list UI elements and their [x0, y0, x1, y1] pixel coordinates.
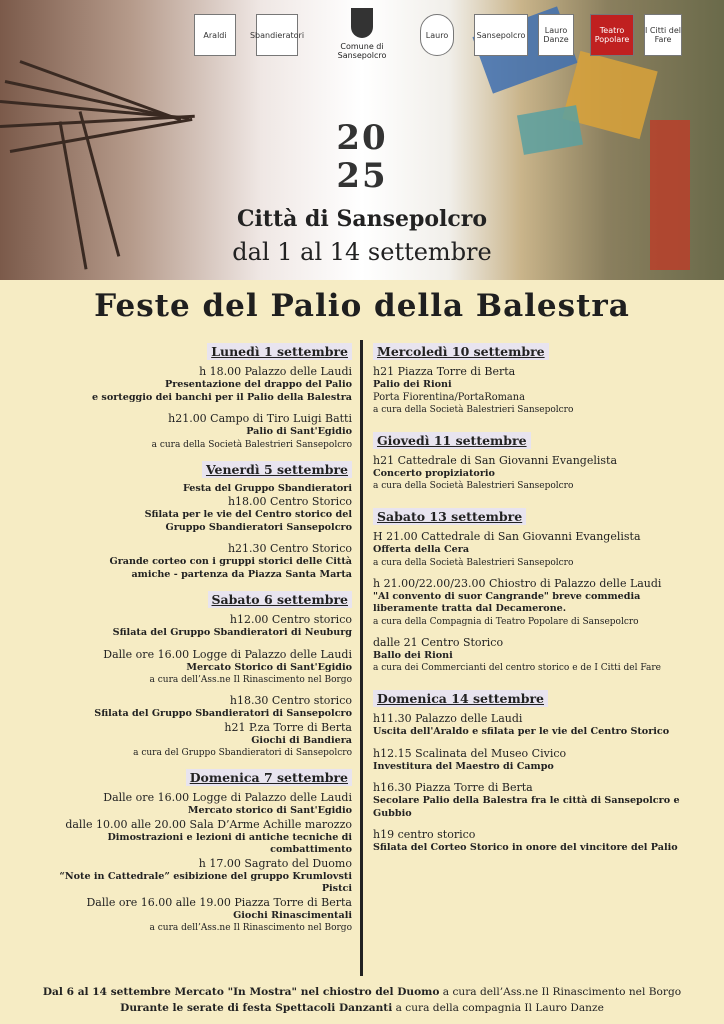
event-title: Palio di Sant'Egidio [246, 426, 352, 437]
event-title: Giochi Rinascimentali [233, 909, 352, 921]
logo-araldi: Araldi [194, 14, 236, 56]
spacer [373, 820, 703, 828]
day-heading: Domenica 7 settembre [186, 769, 352, 786]
event-title: Investitura del Maestro di Campo [373, 760, 554, 772]
schedule-day [40, 767, 352, 934]
event-organizer: a cura dei Commercianti del centro storico e de I Citti del Fare [373, 663, 661, 673]
city-name: Città di Sansepolcro [236, 206, 488, 232]
event-organizer: a cura della Società Balestrieri Sansepolcro [151, 439, 352, 450]
event-title: Mercato Storico di Sant'Egidio [186, 661, 352, 673]
schedule-day [373, 688, 703, 855]
event-title: Presentazione del drappo del Palio [165, 379, 352, 390]
event-title: Dimostrazioni e lezioni di antiche tecniche di combattimento [107, 831, 352, 855]
footer-line-2: Durante le serate di festa Spettacoli Danzanti a cura della compagnia Il Lauro Danze [120, 1002, 604, 1014]
logo-lauro: Lauro [420, 14, 454, 56]
event-title: Secolare Palio della Balestra fra le città di Sansepolcro e Gubbio [373, 795, 680, 819]
spacer [40, 534, 352, 542]
logo-sbandieratori: Sbandieratori [256, 14, 298, 56]
spacer [40, 686, 352, 694]
event-organizer: a cura dell’Ass.ne Il Rinascimento nel Borgo [149, 923, 352, 933]
event-time-place: h 18.00 Palazzo delle Laudi [199, 365, 352, 378]
flag-decoration [517, 105, 583, 155]
event-title: Offerta della Cera [373, 544, 470, 555]
logo-teatro-popolare: Teatro Popolare [590, 14, 634, 56]
spacer [373, 569, 703, 577]
day-heading: Mercoledì 10 settembre [373, 343, 549, 360]
header-photo-banner [0, 0, 724, 280]
day-heading: Giovedì 11 settembre [373, 432, 531, 449]
event-time-place: h18.30 Centro storico [229, 694, 352, 707]
festival-dates: dal 1 al 14 settembre [232, 238, 492, 266]
event-title: Giochi di Bandiera [251, 734, 352, 746]
event-time-place: h19 centro storico [373, 828, 476, 841]
event-time-place: h21 P.za Torre di Berta [224, 720, 352, 734]
event-time-place: h21.00 Campo di Tiro Luigi Batti [168, 412, 352, 425]
event-time-place: h 21.00/22.00/23.00 Chiostro di Palazzo delle Laudi [373, 576, 662, 590]
spacer [373, 739, 703, 747]
event-organizer: a cura della Società Balestrieri Sansepolcro [373, 481, 574, 491]
logo-lauro-danze: Lauro Danze [538, 14, 574, 56]
event-time-place: Dalle ore 16.00 Logge di Palazzo delle Laudi [103, 647, 352, 661]
event-title: Ballo dei Rioni [373, 649, 453, 661]
event-title: Festa del Gruppo Sbandieratori [182, 482, 352, 494]
event-time-place: h12.15 Scalinata del Museo Civico [373, 746, 567, 760]
event-title: Sfilata per le vie del Centro storico del [144, 509, 352, 520]
spacer [373, 773, 703, 781]
logo-citti-del-fare: I Citti del Fare [644, 14, 682, 56]
event-time-place: h16.30 Piazza Torre di Berta [373, 781, 533, 794]
column-divider [360, 340, 363, 976]
spacer [40, 404, 352, 412]
event-title: amiche - partenza da Piazza Santa Marta [131, 568, 352, 580]
schedule-day [373, 506, 703, 674]
event-organizer: a cura del Gruppo Sbandieratori di Sansepolcro [133, 748, 352, 758]
event-title: Concerto propiziatorio [373, 467, 495, 479]
year-bottom: 25 [336, 156, 388, 196]
event-time-place: h21.30 Centro Storico [227, 542, 352, 555]
schedule-left-column [40, 341, 352, 934]
event-time-place: H 21.00 Cattedrale di San Giovanni Evangelista [373, 530, 641, 543]
day-heading: Venerdì 5 settembre [202, 461, 352, 478]
crest-icon [351, 8, 373, 38]
schedule-day [373, 430, 703, 493]
event-time-place: h21 Cattedrale di San Giovanni Evangelista [373, 453, 617, 467]
event-title: Sfilata del Corteo Storico in onore del vincitore del Palio [373, 842, 678, 853]
event-organizer: Porta Fiorentina/PortaRomana [373, 391, 525, 403]
spacer [373, 628, 703, 636]
event-title: e sorteggio dei banchi per il Palio della Balestra [91, 391, 352, 403]
logo-sansepolcro: Sansepolcro [474, 14, 528, 56]
event-time-place: Dalle ore 16.00 alle 19.00 Piazza Torre di Berta [86, 895, 352, 909]
schedule-day [40, 589, 352, 759]
day-heading: Domenica 14 settembre [373, 690, 548, 707]
event-title: Sfilata del Gruppo Sbandieratori di Neuburg [112, 627, 352, 638]
spacer [40, 640, 352, 648]
schedule-day [40, 459, 352, 582]
event-title: Uscita dell'Araldo e sfilata per le vie del Centro Storico [373, 726, 670, 737]
event-title: “Note in Cattedrale” esibizione del gruppo Krumlovsti Pistci [59, 870, 352, 894]
day-heading: Sabato 13 settembre [373, 508, 526, 525]
comune-logo: Comune di Sansepolcro [336, 8, 388, 60]
schedule-right-column [373, 341, 703, 855]
event-title: Palio dei Rioni [373, 379, 452, 390]
event-time-place: h 17.00 Sagrato del Duomo [198, 856, 352, 870]
page-title: Feste del Palio della Balestra [94, 288, 630, 324]
event-organizer: a cura della Compagnia di Teatro Popolare di Sansepolcro [373, 616, 639, 627]
year-top: 20 [336, 118, 388, 158]
event-time-place: h11.30 Palazzo delle Laudi [373, 712, 523, 725]
event-title: liberamente tratta dal Decamerone. [373, 603, 567, 614]
event-organizer: a cura dell’Ass.ne Il Rinascimento nel Borgo [149, 675, 352, 685]
schedule-day [373, 341, 703, 416]
event-time-place: h12.00 Centro storico [229, 613, 352, 626]
event-time-place: dalle 21 Centro Storico [373, 635, 504, 649]
event-title: "Al convento di suor Cangrande" breve commedia [373, 590, 641, 602]
event-title: Gruppo Sbandieratori Sansepolcro [165, 521, 352, 533]
event-time-place: h21 Piazza Torre di Berta [373, 365, 516, 378]
event-organizer: a cura della Società Balestrieri Sansepolcro [373, 557, 574, 568]
day-heading: Sabato 6 settembre [208, 591, 352, 608]
footer-notes [0, 984, 724, 1016]
event-title: Grande corteo con i gruppi storici delle Città [109, 556, 352, 567]
event-time-place: h18.00 Centro Storico [227, 495, 352, 508]
event-title: Mercato storico di Sant'Egidio [187, 805, 352, 816]
day-heading: Lunedì 1 settembre [207, 343, 352, 360]
event-time-place: Dalle ore 16.00 Logge di Palazzo delle Laudi [103, 791, 352, 804]
event-time-place: dalle 10.00 alle 20.00 Sala D’Arme Achille marozzo [65, 817, 352, 831]
footer-line-1: Dal 6 al 14 settembre Mercato "In Mostra" nel chiostro del Duomo a cura dell’Ass.ne Il Rinascimento nel Borgo [42, 986, 682, 998]
event-title: Sfilata del Gruppo Sbandieratori di Sansepolcro [94, 708, 352, 719]
schedule-day [40, 341, 352, 451]
event-organizer: a cura della Società Balestrieri Sansepolcro [373, 404, 574, 415]
